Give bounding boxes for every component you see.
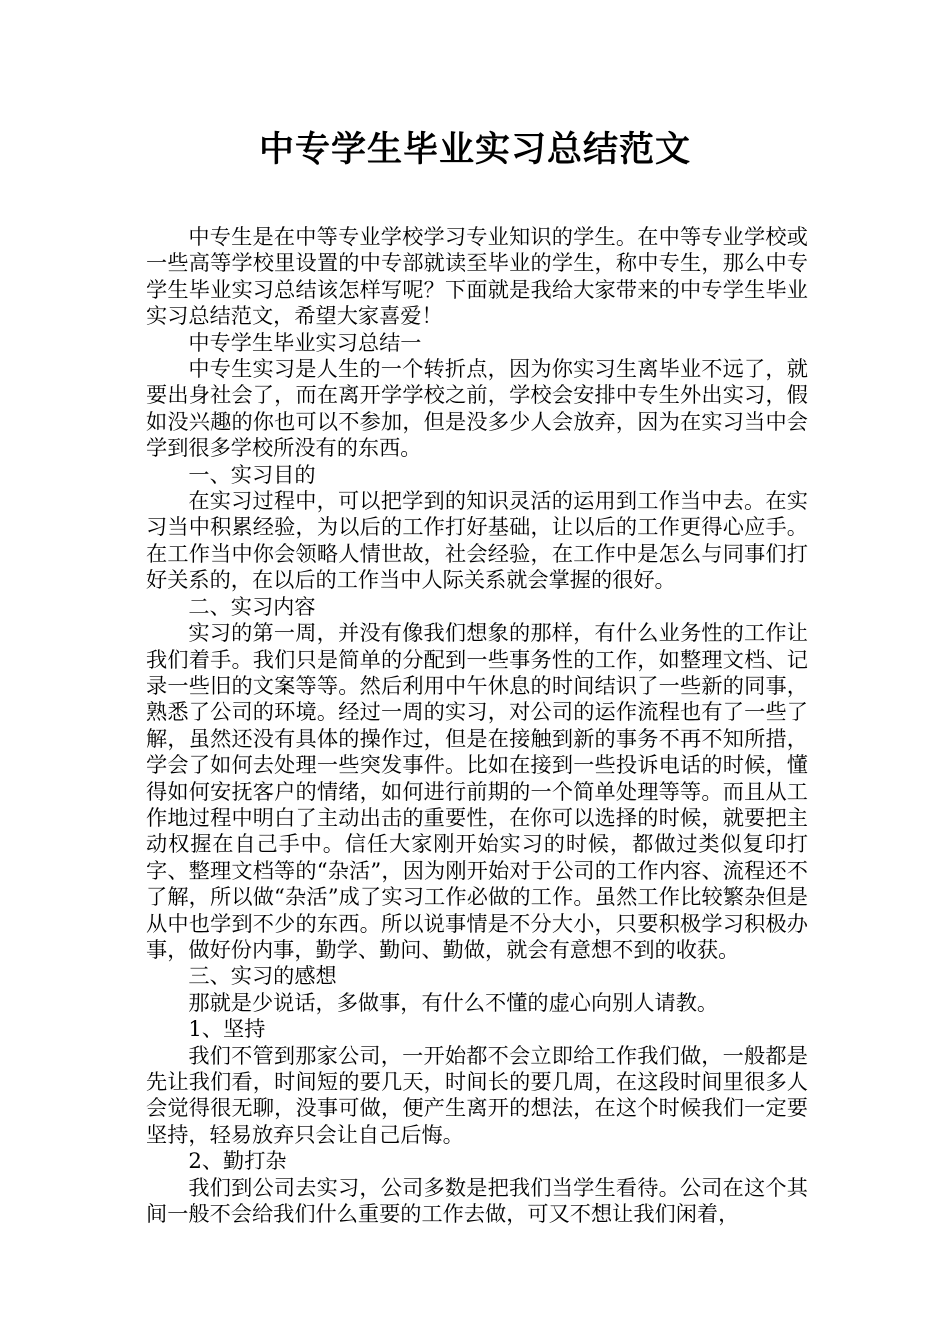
paragraph-content: 实习的第一周，并没有像我们想象的那样，有什么业务性的工作让我们着手。我们只是简单的分配到一些事务性的工作，如整理文档、记录一些旧的文案等等。然后利用中午休息的时间结识了一些新的同事，熟悉了公司的环境。经过一周的实习，对公司的运作流程也有了一些了解，虽然还没有具体的操作过，但是在接触到新的事务不再不知所措，学会了如何去处理一些突发事件。比如在接到一些投诉电话的时候，懂得如何安抚客户的情绪，如何进行前期的一个简单处理等等。而且从工作地过程中明白了主动出击的重要性，在你可以选择的时候，就要把主动权握在自己手中。信任大家刚开始实习的时候，都做过类似复印打字、整理文档等的“杂活”，因为刚开始对于公司的工作内容、流程还不了解，所以做“杂活”成了实习工作必做的工作。虽然工作比较繁杂但是从中也学到不少的东西。所以说事情是不分大小，只要积极学习积极办事，做好份内事，勤学、勤问、勤做，就会有意想不到的收获。 [146,620,808,962]
paragraph-purpose: 在实习过程中，可以把学到的知识灵活的运用到工作当中去。在实习当中积累经验，为以后的工作打好基础，让以后的工作更得心应手。在工作当中你会领略人情世故，社会经验，在工作中是怎么与同事们打好关系的，在以后的工作当中人际关系就会掌握的很好。 [146,488,808,593]
paragraph-odd-jobs: 我们到公司去实习，公司多数是把我们当学生看待。公司在这个其间一般不会给我们什么重要的工作去做，可又不想让我们闲着， [146,1174,808,1227]
paragraph-intro: 中专生是在中等专业学校学习专业知识的学生。在中等专业学校或一些高等学校里设置的中专部就读至毕业的学生，称中专生，那么中专学生毕业实习总结该怎样写呢？下面就是我给大家带来的中专学生毕业实习总结范文，希望大家喜爱！ [146,224,808,329]
section-heading-content: 二、实习内容 [188,593,316,619]
document-title: 中专学生毕业实习总结范文 [258,130,691,170]
document-body [146,224,808,1227]
subheading-odd-jobs: 2、勤打杂 [188,1148,287,1174]
paragraph-reflections: 那就是少说话，多做事，有什么不懂的虚心向别人请教。 [188,989,719,1015]
subheading-persist: 1、坚持 [188,1016,266,1042]
section-heading-summary-one: 中专学生毕业实习总结一 [188,329,422,355]
section-heading-purpose: 一、实习目的 [188,461,316,487]
paragraph-turning-point: 中专生实习是人生的一个转折点，因为你实习生离毕业不远了，就要出身社会了，而在离开学学校之前，学校会安排中专生外出实习，假如没兴趣的你也可以不参加，但是没多少人会放弃，因为在实习当中会学到很多学校所没有的东西。 [146,356,808,461]
paragraph-persist: 我们不管到那家公司，一开始都不会立即给工作我们做，一般都是先让我们看，时间短的要几天，时间长的要几周，在这段时间里很多人会觉得很无聊，没事可做，便产生离开的想法，在这个时候我们一定要坚持，轻易放弃只会让自己后悔。 [146,1042,808,1147]
section-heading-reflections: 三、实习的感想 [188,963,337,989]
